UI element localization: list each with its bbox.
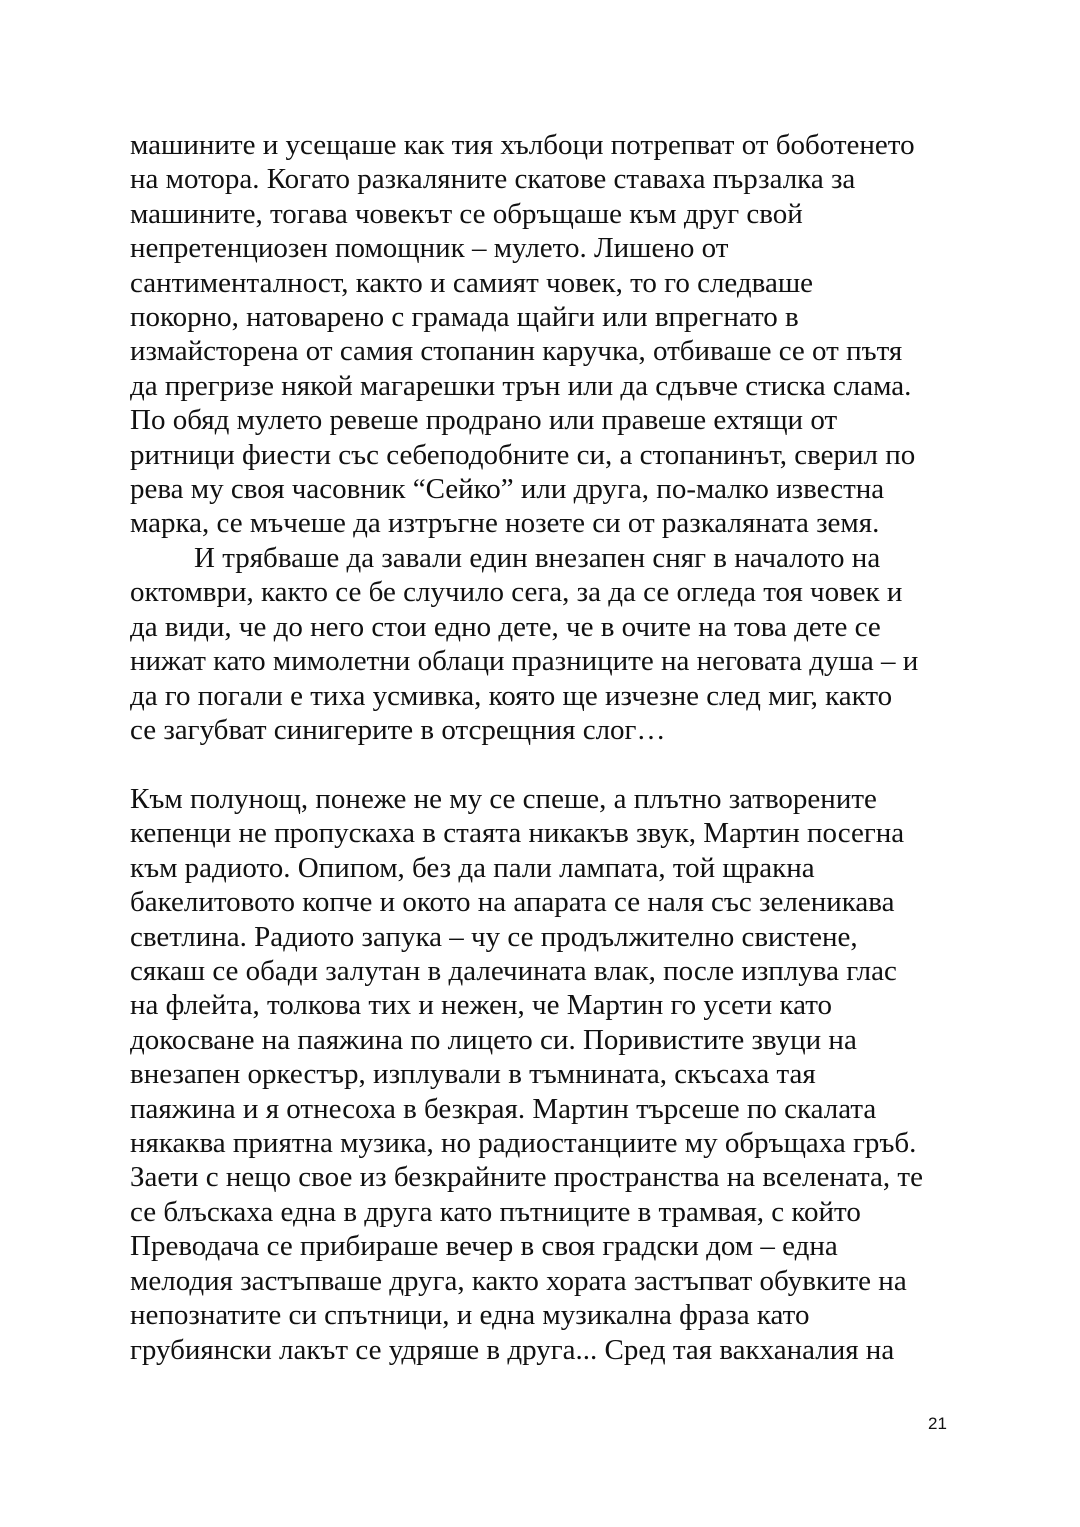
- text-line: машините и усещаше как тия хълбоци потрепват от боботенето: [130, 129, 915, 161]
- text-line: да види, че до него стои едно дете, че в очите на това дете се: [130, 610, 881, 643]
- text-line: машините, тогава човекът се обръщаше към друг свой: [130, 197, 803, 230]
- text-line: към радиото. Опипом, без да пали лампата, той щракна: [130, 851, 815, 884]
- text-line: докосване на паяжина по лицето си. Поривистите звуци на: [130, 1023, 857, 1056]
- paragraph-3: [130, 782, 960, 1367]
- text-line: Към полунощ, понеже не му се спеше, а плътно затворените: [130, 783, 877, 815]
- text-line: По обяд мулето ревеше продрано или правеше ехтящи от: [130, 404, 838, 437]
- text-line: да прегризе някой магарешки трън или да сдъвче стиска слама.: [130, 369, 912, 402]
- page-number: 21: [928, 1414, 947, 1433]
- text-line: на мотора. Когато разкаляните скатове ставаха пързалка за: [130, 163, 856, 196]
- text-line: Заети с нещо свое из безкрайните пространства на вселената, те: [130, 1161, 923, 1194]
- text-line: сантименталност, както и самият човек, то го следваше: [130, 266, 814, 299]
- text-line: измайсторена от самия стопанин каручка, отбиваше се от пътя: [130, 335, 903, 368]
- text-line: бакелитовото копче и окото на апарата се наля със зеленикава: [130, 886, 895, 919]
- text-line: се блъскаха една в друга като пътниците в трамвая, с който: [130, 1195, 861, 1228]
- text-line: грубиянски лакът се удряше в друга... Сред тая вакханалия на: [130, 1333, 895, 1366]
- text-line: някаква приятна музика, но радиостанциите му обръщаха гръб.: [130, 1127, 917, 1160]
- text-line: светлина. Радиото запука – чу се продължително свистене,: [130, 920, 858, 953]
- text-line: паяжина и я отнесоха в безкрая. Мартин търсеше по скалата: [130, 1092, 877, 1125]
- text-line: да го погали е тиха усмивка, която ще изчезне след миг, както: [130, 679, 893, 712]
- text-line: непознатите си спътници, и една музикална фраза като: [130, 1299, 810, 1332]
- text-line: рева му своя часовник “Сейко” или друга, по-малко известна: [130, 473, 885, 506]
- text-line: октомври, както се бе случило сега, за да се огледа тоя човек и: [130, 576, 903, 609]
- text-line: кепенци не пропускаха в стаята никакъв звук, Мартин посегна: [130, 817, 905, 850]
- text-line: марка, се мъчеше да изтръгне нозете си от разкаляната земя.: [130, 507, 880, 540]
- text-line: И трябваше да завали един внезапен сняг в началото на: [194, 541, 881, 574]
- paragraph-1: [130, 128, 960, 747]
- text-line: мелодия застъпваше друга, както хората застъпват обувките на: [130, 1264, 907, 1297]
- text-line: нижат като мимолетни облаци празниците на неговата душа – и: [130, 645, 919, 678]
- text-line: на флейта, толкова тих и нежен, че Мартин го усети като: [130, 989, 833, 1022]
- text-line: ритници фиести със себеподобните си, а стопанинът, сверил по: [130, 438, 916, 471]
- text-line: сякаш се обади залутан в далечината влак, после изплува глас: [130, 955, 897, 988]
- text-line: покорно, натоварено с грамада щайги или впрегнато в: [130, 301, 799, 334]
- text-line: се загубват синигерите в отсрещния слог…: [130, 713, 666, 746]
- text-line: непретенциозен помощник – мулето. Лишено от: [130, 232, 729, 265]
- text-line: внезапен оркестър, изплували в тъмнината, скъсаха тая: [130, 1058, 816, 1091]
- text-line: Преводача се прибираше вечер в своя градски дом – една: [130, 1230, 838, 1263]
